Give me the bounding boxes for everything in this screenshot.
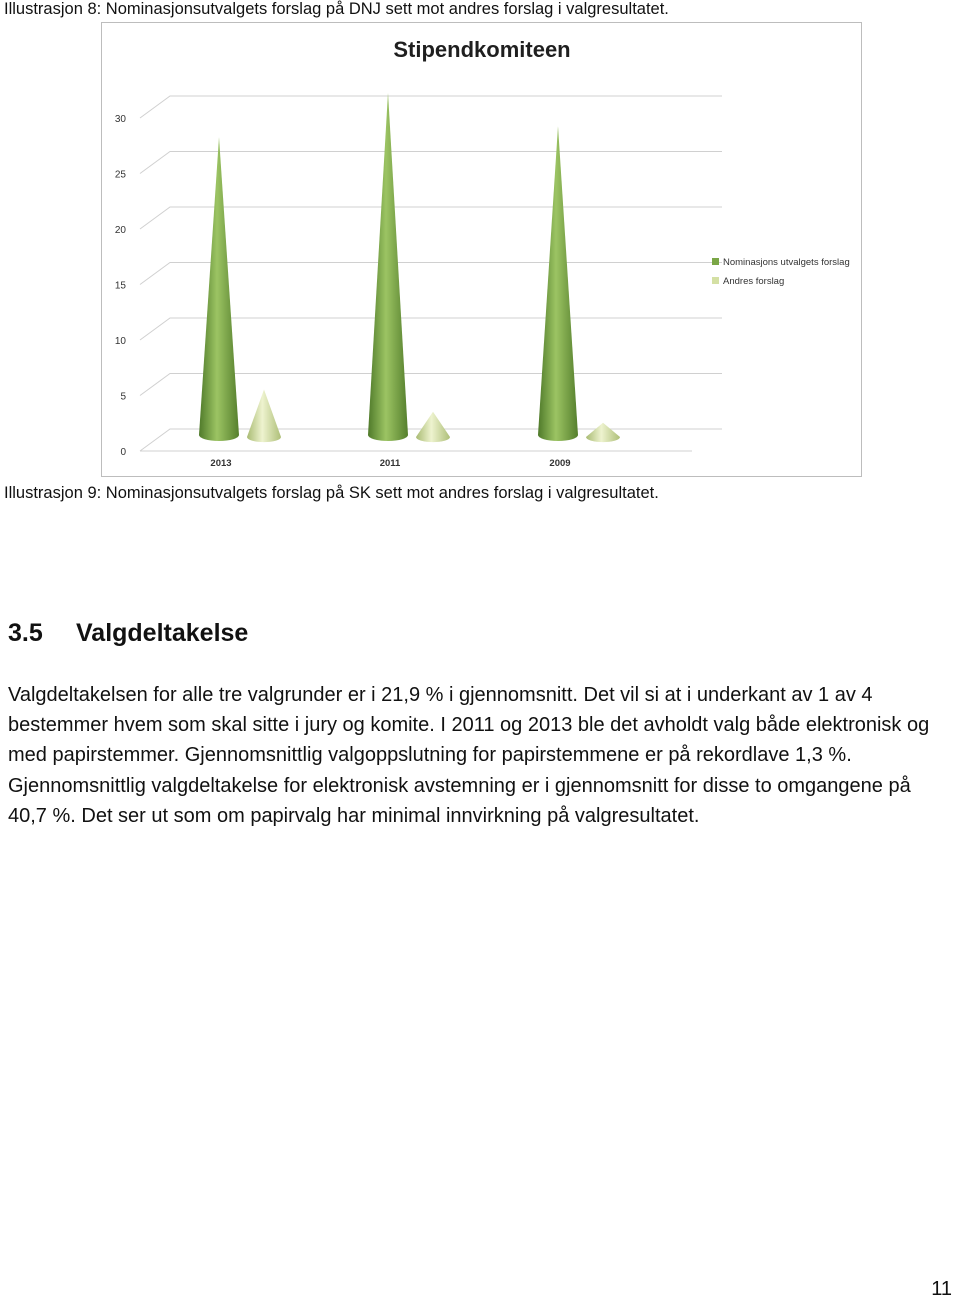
legend-swatch (712, 258, 719, 265)
gridline (140, 152, 722, 174)
x-axis-tick-labels (210, 458, 570, 469)
y-tick-label: 15 (114, 280, 126, 292)
figure-caption-8: Illustrasjon 8: Nominasjonsutvalgets forslag på DNJ sett mot andres forslag i valgresultatet. (4, 0, 669, 18)
section-heading (8, 616, 248, 650)
x-tick-label: 2009 (549, 458, 571, 469)
legend-label: Nominasjons utvalgets forslag (723, 257, 850, 268)
x-tick-label: 2013 (210, 458, 232, 469)
chart-title: Stipendkomiteen (393, 37, 571, 62)
section-number: 3.5 (8, 619, 43, 647)
cone-andres (416, 412, 450, 442)
y-tick-label: 10 (114, 336, 126, 347)
section-title: Valgdeltakelse (76, 619, 249, 647)
y-tick-label: 30 (114, 114, 126, 125)
cone-chart (102, 23, 861, 476)
y-tick-label: 25 (114, 169, 126, 181)
legend-swatch (712, 277, 719, 284)
chart-legend (712, 257, 850, 287)
legend-label: Andres forslag (723, 276, 785, 287)
cone-andres (586, 423, 620, 442)
x-tick-label: 2011 (379, 458, 401, 469)
cone-andres (247, 390, 281, 443)
section-paragraph: Valgdeltakelsen for alle tre valgrunder er i 21,9 % i gjennomsnitt. Det vil si at i underkant av 1 av 4 bestemmer hvem som skal sitte i jury og komite. I 2011 og 2013 ble det avholdt valg både elektronisk og med papirstemmer. Gjennomsnittlig valgoppslutning for papirstemmene er på rekordlave 1,3 %. Gjennomsnittlig valgdeltakelse for elektronisk avstemning er i gjennomsnitt for disse to omgangene på 40,7 %. Det ser ut som om papirvalg har minimal innvirkning på valgresultatet. (8, 684, 930, 827)
y-tick-label: 0 (120, 447, 126, 458)
chart-container (101, 22, 862, 477)
chart-cones (199, 93, 620, 442)
figure-caption-9: Illustrasjon 9: Nominasjonsutvalgets forslag på SK sett mot andres forslag i valgresultatet. (4, 484, 659, 502)
y-axis-tick-labels (115, 114, 127, 458)
cone-nominasjon (538, 126, 578, 441)
cone-nominasjon (368, 93, 408, 441)
y-tick-label: 20 (114, 225, 126, 236)
cone-nominasjon (199, 137, 239, 441)
gridline (140, 96, 722, 118)
gridline (140, 207, 722, 229)
y-tick-label: 5 (120, 391, 126, 403)
page-number: 11 (931, 1278, 952, 1300)
